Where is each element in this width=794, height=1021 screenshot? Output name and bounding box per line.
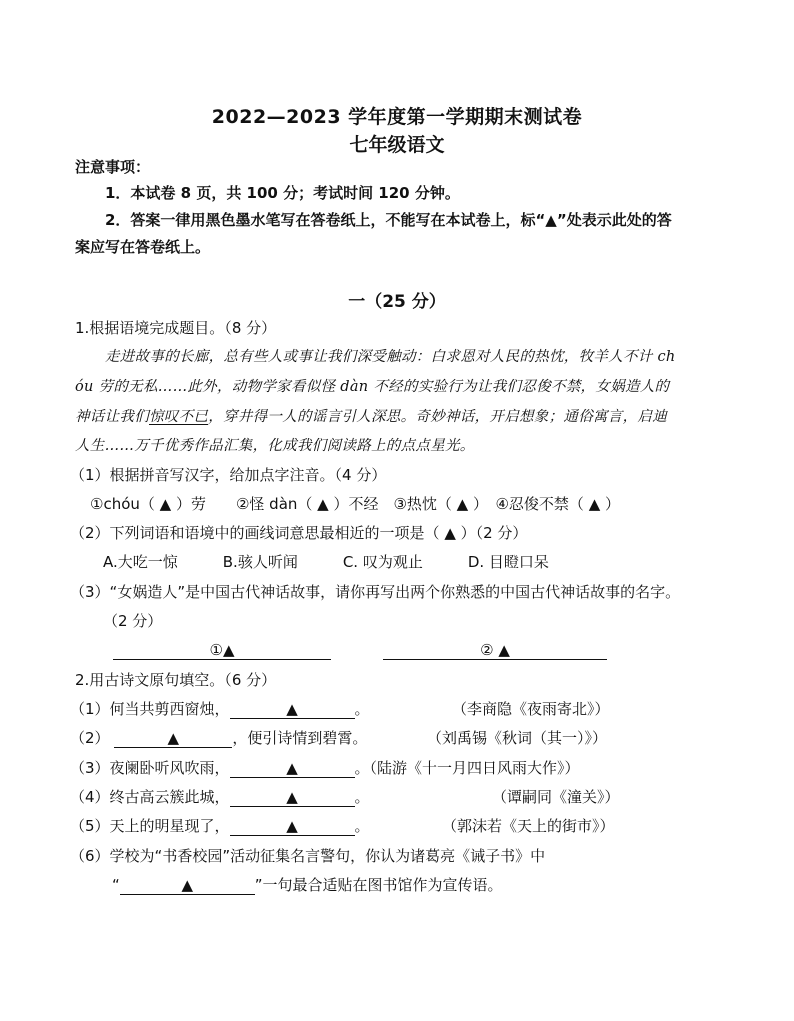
q1-sub3-score: （2 分） bbox=[103, 612, 163, 630]
exam-title: 2022—2023 学年度第一学期期末测试卷 bbox=[211, 106, 583, 128]
answer-blank[interactable]: ▲ bbox=[114, 729, 232, 748]
q2-item-6-line-1: （6）学校为“书香校园”活动征集名言警句，你认为诸葛亮《诫子书》中 bbox=[70, 847, 546, 865]
q2-title: 2.用古诗文原句填空。（6 分） bbox=[75, 671, 277, 689]
notice-item-1: 1．本试卷 8 页，共 100 分；考试时间 120 分钟。 bbox=[105, 184, 460, 202]
q1-sub2-title: （2）下列词语和语境中的画线词意思最相近的一项是（ ▲ ）（2 分） bbox=[70, 524, 528, 542]
notice-heading: 注意事项： bbox=[75, 158, 151, 176]
notice-item-2-line-2: 案应写在答卷纸上。 bbox=[75, 238, 211, 256]
q1-passage-line-1: 走进故事的长廊，总有些人或事让我们深受触动：白求恩对人民的热忱，牧羊人不计 ch bbox=[105, 349, 676, 365]
q1-sub1-title: （1）根据拼音写汉字，给加点字注音。（4 分） bbox=[70, 466, 387, 484]
q1-passage-line-3 bbox=[75, 407, 667, 427]
q2-item-6-line-2: “ ▲ ”一句最合适贴在图书馆作为宣传语。 bbox=[112, 876, 503, 894]
q1-sub3-title: （3）“女娲造人”是中国古代神话故事，请你再写出两个你熟悉的中国古代神话故事的名字。 bbox=[70, 583, 681, 601]
q2-item-1-source: （李商隐《夜雨寄北》） bbox=[452, 700, 610, 718]
section-1-heading: 一（25 分） bbox=[348, 292, 446, 312]
underlined-word: 惊叹不已 bbox=[149, 409, 209, 425]
answer-blank[interactable]: ▲ bbox=[230, 788, 355, 807]
q1-passage-line-3-before: 神话让我们 bbox=[75, 409, 149, 425]
answer-blank-2[interactable]: ② ▲ bbox=[383, 640, 607, 660]
q1-passage-line-4: 人生……万千优秀作品汇集，化成我们阅读路上的点点星光。 bbox=[75, 438, 475, 454]
answer-blank-1[interactable]: ①▲ bbox=[113, 640, 331, 660]
q2-item-5: （5）天上的明星现了， ▲ 。 bbox=[70, 817, 370, 835]
q2-item-4: （4）终古高云簇此城， ▲ 。 bbox=[70, 788, 370, 806]
q2-item-4-source: （谭嗣同《潼关》） bbox=[492, 788, 620, 806]
answer-blank[interactable]: ▲ bbox=[230, 700, 355, 719]
answer-blank[interactable]: ▲ bbox=[230, 759, 355, 778]
answer-blank[interactable]: ▲ bbox=[120, 876, 255, 895]
exam-subtitle: 七年级语文 bbox=[349, 134, 445, 156]
answer-blank[interactable]: ▲ bbox=[230, 817, 355, 836]
notice-item-2-line-1: 2．答案一律用黑色墨水笔写在答卷纸上，不能写在本试卷上，标“▲”处表示此处的答 bbox=[105, 211, 672, 229]
q2-item-1: （1）何当共剪西窗烛， ▲ 。 bbox=[70, 700, 370, 718]
q1-sub2-options: A.大吃一惊 B.骇人听闻 C. 叹为观止 D. 目瞪口呆 bbox=[103, 553, 549, 571]
q1-title: 1.根据语境完成题目。（8 分） bbox=[75, 319, 277, 337]
q1-sub1-items: ①chóu（ ▲ ）劳 ②怪 dàn（ ▲ ）不经 ③热忱（ ▲ ） ④忍俊不禁（ ▲ ） bbox=[90, 495, 621, 513]
q2-item-2-source: （刘禹锡《秋词（其一）》） bbox=[427, 729, 608, 747]
q2-item-5-source: （郭沫若《天上的街市》） bbox=[442, 817, 615, 835]
q2-item-3: （3）夜阑卧听风吹雨， ▲ 。（陆游《十一月四日风雨大作》） bbox=[70, 759, 580, 777]
q1-passage-line-2: óu 劳的无私……此外，动物学家看似怪 dàn 不经的实验行为让我们忍俊不禁，女娲造人的 bbox=[75, 379, 670, 395]
q2-item-2: （2） ▲ ，便引诗情到碧霄。 bbox=[70, 729, 368, 747]
q1-passage-line-3-after: ，穿井得一人的谣言引人深思。奇妙神话，开启想象；通俗寓言，启迪 bbox=[208, 409, 667, 425]
